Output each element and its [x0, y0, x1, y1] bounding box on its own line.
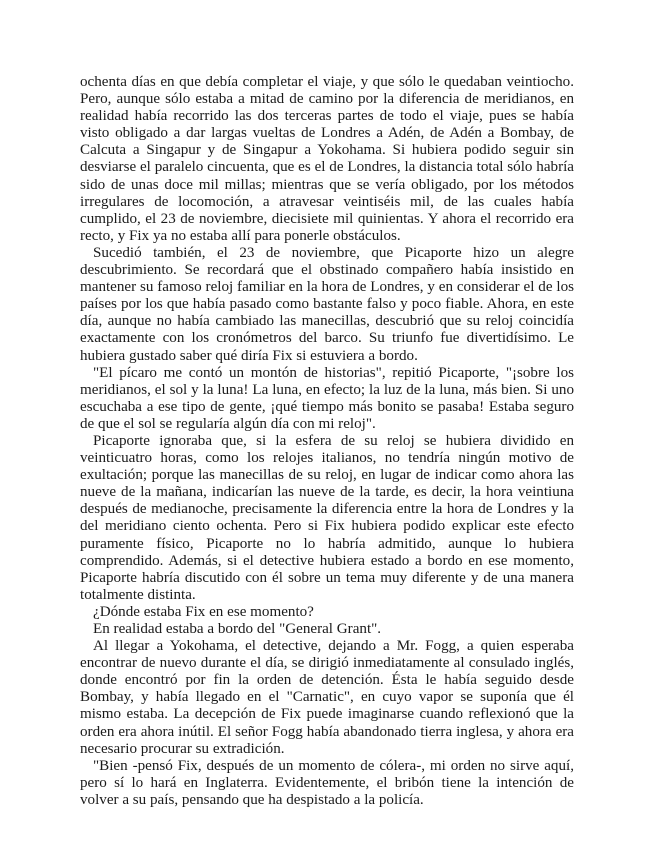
paragraph-5: ¿Dónde estaba Fix en ese momento?	[93, 603, 314, 620]
paragraph-1: ochenta días en que debía completar el viaje, y que sólo le quedaban veintiocho. Pero, aunque sólo estaba a mitad de camino por la diferencia de meridianos, en realidad había recorrido las dos terceras partes de todo el viaje, pues se había visto obligado a dar largas vueltas de Londres a Adén, de Adén a Bombay, de Calcuta a Singapur y de Singapur a Yokohama. Si hubiera podido seguir sin desviarse el paralelo cincuenta, que es el de Londres, la distancia total sólo habría sido de unas doce mil millas; mientras que se vería obligado, por los métodos irregulares de locomoción, a atravesar veintiséis mil, de las cuales había cumplido, el 23 de noviembre, diecisiete mil quinientas. Y ahora el recorrido era recto, y Fix ya no estaba allí para ponerle obstáculos.	[80, 74, 574, 244]
paragraph-7: Al llegar a Yokohama, el detective, dejando a Mr. Fogg, a quien esperaba encontrar de nuevo durante el día, se dirigió inmediatamente al consulado inglés, donde encontró por fin la orden de detención. Ésta le había seguido desde Bombay, y había llegado en el "Carnatic", en cuyo vapor se suponía que él mismo estaba. La decepción de Fix puede imaginarse cuando reflexionó que la orden era ahora inútil. El señor Fogg había abandonado tierra inglesa, y ahora era necesario procurar su extradición.	[80, 638, 574, 757]
book-page-text	[80, 74, 574, 809]
paragraph-8: "Bien -pensó Fix, después de un momento de cólera-, mi orden no sirve aquí, pero sí lo hará en Inglaterra. Evidentemente, el bribón tiene la intención de volver a su país, pensando que ha despistado a la policía.	[80, 757, 574, 808]
paragraph-3: "El pícaro me contó un montón de historias", repitió Picaporte, "¡sobre los meridianos, el sol y la luna! La luna, en efecto; la luz de la luna, más bien. Si uno escuchaba a ese tipo de gente, ¡qué tiempo más bonito se pasaba! Estaba seguro de que el sol se regularía algún día con mi reloj".	[80, 364, 574, 432]
paragraph-2: Sucedió también, el 23 de noviembre, que Picaporte hizo un alegre descubrimiento. Se recordará que el obstinado compañero había insistido en mantener su famoso reloj familiar en la hora de Londres, y en considerar el de los países por los que había pasado como bastante falso y poco fiable. Ahora, en este día, aunque no había cambiado las manecillas, descubrió que su reloj coincidía exactamente con los cronómetros del barco. Su triunfo fue divertidísimo. Le hubiera gustado saber qué diría Fix si estuviera a bordo.	[80, 244, 574, 364]
paragraph-6: En realidad estaba a bordo del "General Grant".	[93, 621, 382, 637]
paragraph-4: Picaporte ignoraba que, si la esfera de su reloj se hubiera dividido en veinticuatro horas, como los relojes italianos, no tendría ningún motivo de exultación; porque las manecillas de su reloj, en lugar de indicar como ahora las nueve de la mañana, indicarían las nueve de la tarde, es decir, la hora veintiuna después de medianoche, precisamente la diferencia entre la hora de Londres y la del meridiano ciento ochenta. Pero si Fix hubiera podido explicar este efecto puramente físico, Picaporte no lo habría admitido, aunque lo hubiera comprendido. Además, si el detective hubiera estado a bordo en ese momento, Picaporte habría discutido con él sobre un tema muy diferente y de una manera totalmente distinta.	[80, 432, 574, 603]
